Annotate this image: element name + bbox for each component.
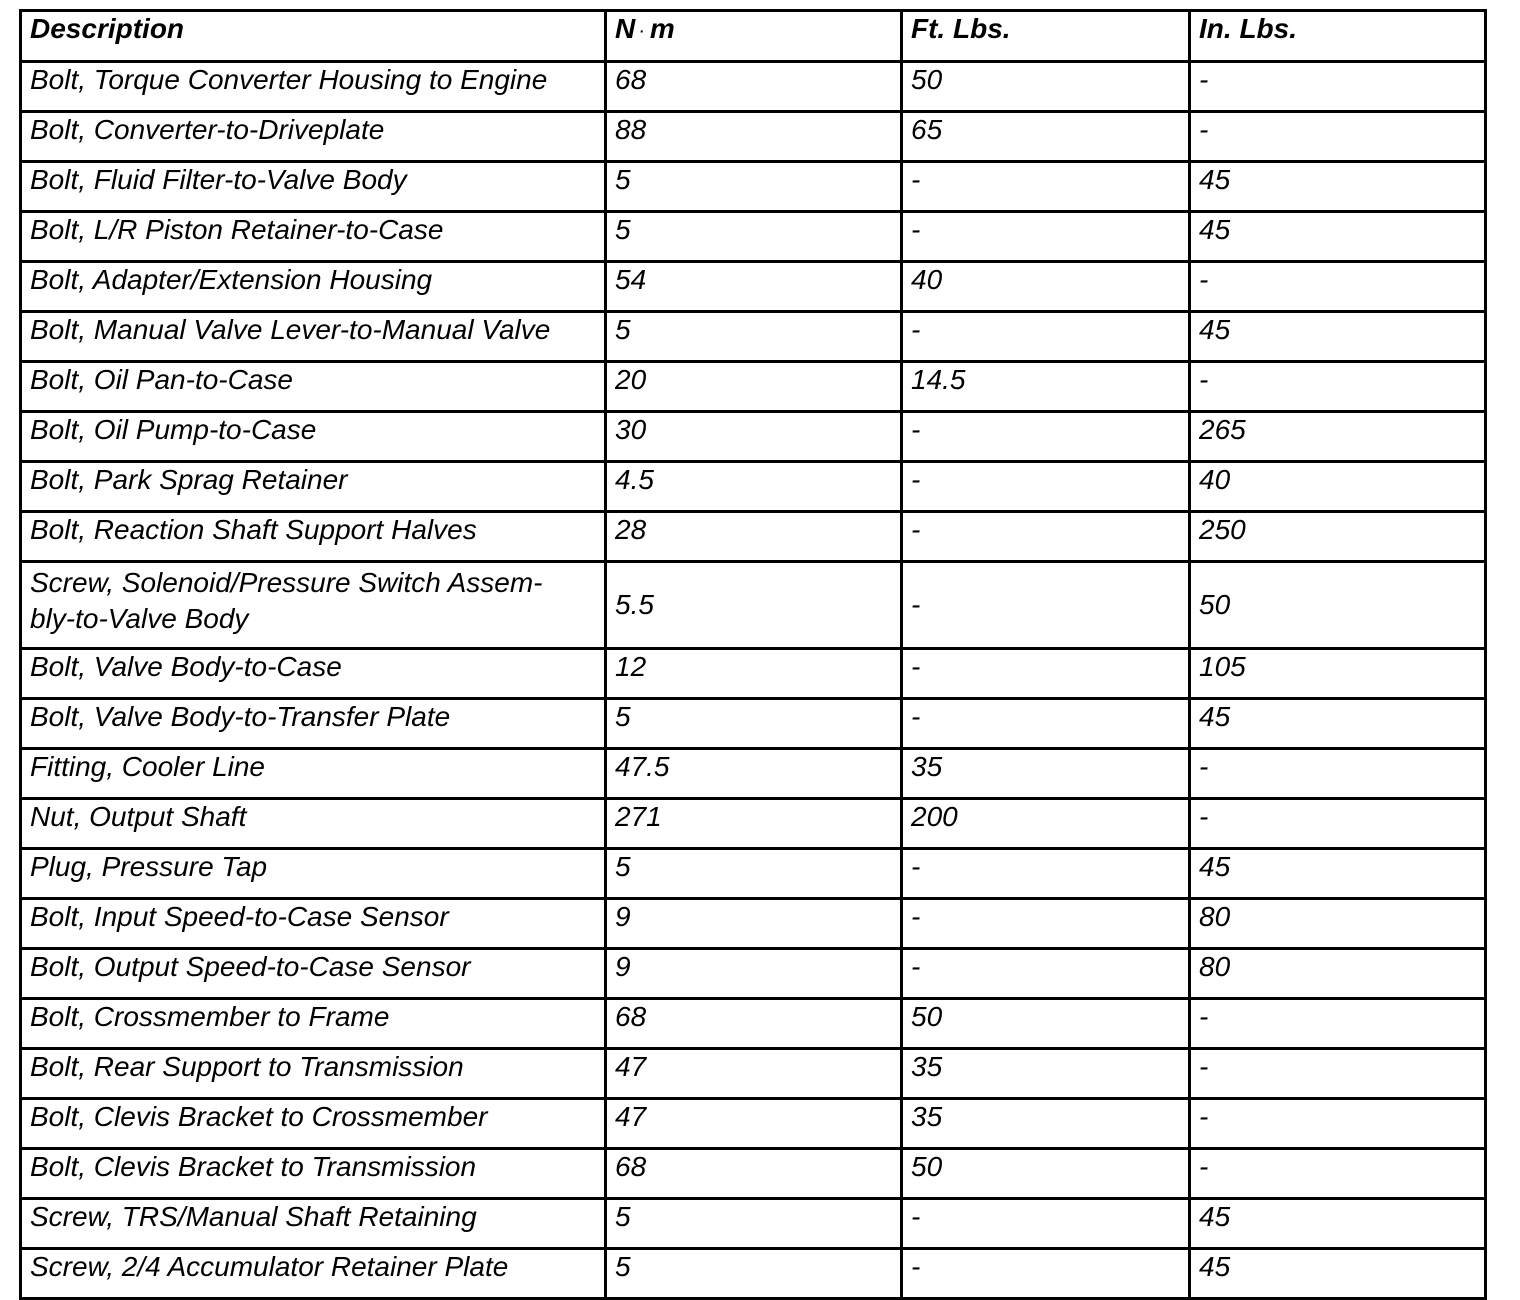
cell-newton-meters: 12 [606, 649, 902, 699]
cell-newton-meters: 28 [606, 512, 902, 562]
cell-description-line: bly-to-Valve Body [30, 603, 249, 634]
cell-in-lbs: 80 [1190, 949, 1486, 999]
header-nm-dot: · [639, 22, 644, 39]
table-row [21, 799, 1486, 849]
table-row [21, 162, 1486, 212]
cell-ft-lbs: 14.5 [902, 362, 1190, 412]
cell-in-lbs: 45 [1190, 1249, 1486, 1299]
cell-description: Fitting, Cooler Line [21, 749, 606, 799]
header-ft-lbs: Ft. Lbs. [902, 11, 1190, 62]
table-header [21, 11, 1486, 62]
cell-newton-meters: 271 [606, 799, 902, 849]
cell-newton-meters: 68 [606, 62, 902, 112]
table-row [21, 362, 1486, 412]
cell-description: Bolt, Valve Body-to-Case [21, 649, 606, 699]
table-row [21, 112, 1486, 162]
cell-newton-meters: 47.5 [606, 749, 902, 799]
cell-ft-lbs: - [902, 162, 1190, 212]
table-row [21, 412, 1486, 462]
cell-in-lbs: 265 [1190, 412, 1486, 462]
cell-newton-meters: 5 [606, 1199, 902, 1249]
header-row [21, 11, 1486, 62]
cell-in-lbs: 80 [1190, 899, 1486, 949]
cell-description: Bolt, Valve Body-to-Transfer Plate [21, 699, 606, 749]
table-row [21, 999, 1486, 1049]
cell-in-lbs: 45 [1190, 1199, 1486, 1249]
cell-description: Bolt, Oil Pump-to-Case [21, 412, 606, 462]
table-row [21, 262, 1486, 312]
cell-description: Bolt, Clevis Bracket to Crossmember [21, 1099, 606, 1149]
cell-ft-lbs: - [902, 949, 1190, 999]
header-description: Description [21, 11, 606, 62]
table-row [21, 849, 1486, 899]
cell-description-line: Screw, Solenoid/Pressure Switch Assem- [30, 567, 543, 598]
cell-newton-meters: 5 [606, 162, 902, 212]
header-in-lbs: In. Lbs. [1190, 11, 1486, 62]
cell-newton-meters: 9 [606, 949, 902, 999]
table-row [21, 462, 1486, 512]
header-nm-m: m [649, 13, 675, 44]
cell-ft-lbs: - [902, 462, 1190, 512]
header-newton-meters [606, 11, 902, 62]
table-row [21, 699, 1486, 749]
cell-newton-meters: 30 [606, 412, 902, 462]
cell-description: Screw, 2/4 Accumulator Retainer Plate [21, 1249, 606, 1299]
cell-description: Bolt, Clevis Bracket to Transmission [21, 1149, 606, 1199]
cell-newton-meters: 4.5 [606, 462, 902, 512]
table-row [21, 949, 1486, 999]
cell-description: Bolt, Input Speed-to-Case Sensor [21, 899, 606, 949]
torque-spec-table [19, 9, 1487, 1300]
cell-ft-lbs: - [902, 899, 1190, 949]
cell-newton-meters: 5 [606, 312, 902, 362]
cell-ft-lbs: 65 [902, 112, 1190, 162]
cell-in-lbs: 45 [1190, 312, 1486, 362]
cell-in-lbs: - [1190, 799, 1486, 849]
cell-in-lbs: 45 [1190, 849, 1486, 899]
table-row [21, 1149, 1486, 1199]
cell-ft-lbs: 50 [902, 1149, 1190, 1199]
cell-in-lbs: - [1190, 1149, 1486, 1199]
cell-newton-meters: 5.5 [606, 562, 902, 649]
cell-ft-lbs: 200 [902, 799, 1190, 849]
cell-newton-meters: 9 [606, 899, 902, 949]
cell-description: Bolt, Park Sprag Retainer [21, 462, 606, 512]
cell-description: Bolt, Converter-to-Driveplate [21, 112, 606, 162]
cell-in-lbs: - [1190, 1099, 1486, 1149]
cell-in-lbs: 45 [1190, 699, 1486, 749]
cell-newton-meters: 88 [606, 112, 902, 162]
cell-ft-lbs: - [902, 562, 1190, 649]
cell-description: Bolt, Crossmember to Frame [21, 999, 606, 1049]
cell-in-lbs: - [1190, 62, 1486, 112]
cell-newton-meters: 47 [606, 1049, 902, 1099]
cell-description: Bolt, Adapter/Extension Housing [21, 262, 606, 312]
cell-ft-lbs: - [902, 212, 1190, 262]
cell-description: Bolt, Output Speed-to-Case Sensor [21, 949, 606, 999]
cell-newton-meters: 68 [606, 1149, 902, 1199]
cell-ft-lbs: - [902, 849, 1190, 899]
cell-in-lbs: - [1190, 999, 1486, 1049]
cell-ft-lbs: - [902, 512, 1190, 562]
table-row [21, 1199, 1486, 1249]
cell-in-lbs: 250 [1190, 512, 1486, 562]
cell-description: Bolt, Fluid Filter-to-Valve Body [21, 162, 606, 212]
cell-description: Bolt, Reaction Shaft Support Halves [21, 512, 606, 562]
cell-in-lbs: - [1190, 112, 1486, 162]
table-row [21, 512, 1486, 562]
cell-in-lbs: 105 [1190, 649, 1486, 699]
cell-description [21, 562, 606, 649]
cell-in-lbs: 40 [1190, 462, 1486, 512]
cell-description: Nut, Output Shaft [21, 799, 606, 849]
cell-newton-meters: 47 [606, 1099, 902, 1149]
table-row [21, 1249, 1486, 1299]
cell-ft-lbs: 35 [902, 1099, 1190, 1149]
table-row [21, 62, 1486, 112]
table-row [21, 1099, 1486, 1149]
table-row [21, 562, 1486, 649]
cell-in-lbs: 45 [1190, 212, 1486, 262]
table-row [21, 212, 1486, 262]
cell-in-lbs: 50 [1190, 562, 1486, 649]
cell-newton-meters: 20 [606, 362, 902, 412]
cell-description: Bolt, Manual Valve Lever-to-Manual Valve [21, 312, 606, 362]
cell-description: Bolt, Rear Support to Transmission [21, 1049, 606, 1099]
cell-in-lbs: - [1190, 1049, 1486, 1099]
cell-ft-lbs: 50 [902, 62, 1190, 112]
table-row [21, 649, 1486, 699]
cell-ft-lbs: - [902, 312, 1190, 362]
table-row [21, 749, 1486, 799]
cell-in-lbs: - [1190, 262, 1486, 312]
cell-ft-lbs: 35 [902, 1049, 1190, 1099]
cell-description: Plug, Pressure Tap [21, 849, 606, 899]
cell-ft-lbs: 40 [902, 262, 1190, 312]
cell-newton-meters: 5 [606, 212, 902, 262]
cell-ft-lbs: - [902, 1249, 1190, 1299]
cell-ft-lbs: 50 [902, 999, 1190, 1049]
cell-ft-lbs: - [902, 412, 1190, 462]
cell-newton-meters: 54 [606, 262, 902, 312]
cell-newton-meters: 5 [606, 699, 902, 749]
cell-description: Bolt, L/R Piston Retainer-to-Case [21, 212, 606, 262]
cell-ft-lbs: 35 [902, 749, 1190, 799]
cell-description: Screw, TRS/Manual Shaft Retaining [21, 1199, 606, 1249]
cell-in-lbs: - [1190, 749, 1486, 799]
header-nm-n: N [615, 13, 636, 44]
cell-ft-lbs: - [902, 649, 1190, 699]
cell-in-lbs: - [1190, 362, 1486, 412]
cell-ft-lbs: - [902, 1199, 1190, 1249]
cell-description: Bolt, Torque Converter Housing to Engine [21, 62, 606, 112]
table-row [21, 1049, 1486, 1099]
cell-newton-meters: 68 [606, 999, 902, 1049]
cell-newton-meters: 5 [606, 849, 902, 899]
cell-description: Bolt, Oil Pan-to-Case [21, 362, 606, 412]
cell-newton-meters: 5 [606, 1249, 902, 1299]
table-row [21, 899, 1486, 949]
cell-in-lbs: 45 [1190, 162, 1486, 212]
table-row [21, 312, 1486, 362]
cell-ft-lbs: - [902, 699, 1190, 749]
table-body [21, 62, 1486, 1299]
